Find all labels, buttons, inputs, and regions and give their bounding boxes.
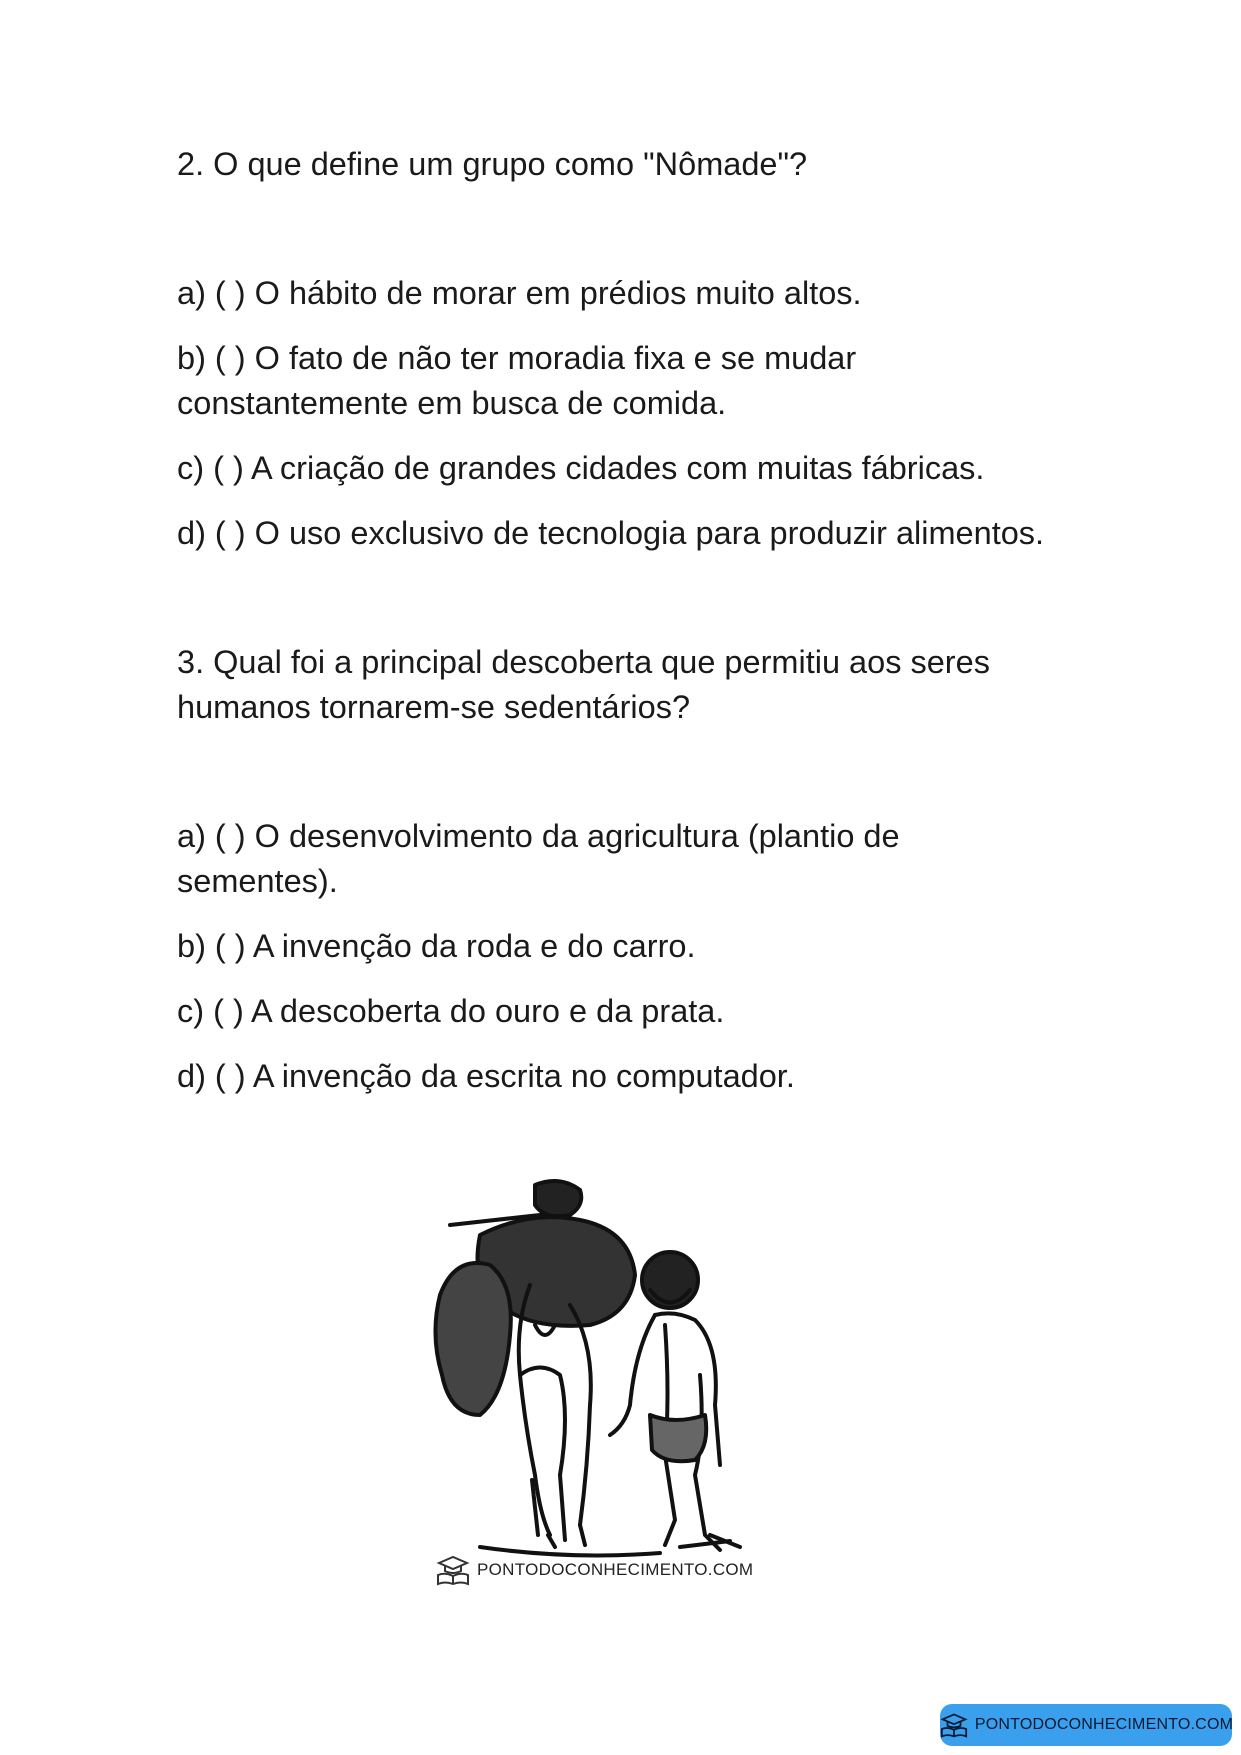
question-3-option-d: d) ( ) A invenção da escrita no computador. <box>177 1058 795 1094</box>
man-with-pack-donkey-illustration <box>420 1175 760 1570</box>
graduation-book-logo-icon <box>939 1712 969 1738</box>
illustration-credit <box>435 1550 753 1590</box>
question-2-option-c: c) ( ) A criação de grandes cidades com muitas fábricas. <box>177 450 985 486</box>
question-2-title: 2. O que define um grupo como "Nômade"? <box>177 146 808 182</box>
question-3-option-c: c) ( ) A descoberta do ouro e da prata. <box>177 993 725 1029</box>
footer-site-badge[interactable] <box>940 1704 1232 1746</box>
question-2-option-a: a) ( ) O hábito de morar em prédios muito altos. <box>177 275 862 311</box>
question-3-title: 3. Qual foi a principal descoberta que permitiu aos seres humanos tornarem-se sedentários? <box>177 644 990 725</box>
question-3-option-b: b) ( ) A invenção da roda e do carro. <box>177 928 696 964</box>
question-2-option-d: d) ( ) O uso exclusivo de tecnologia para produzir alimentos. <box>177 515 1045 551</box>
question-2-option-b: b) ( ) O fato de não ter moradia fixa e se mudar constantemente em busca de comida. <box>177 340 857 421</box>
worksheet-content <box>177 142 1057 1119</box>
footer-badge-text: PONTODOCONHECIMENTO.COM <box>974 1716 1234 1733</box>
graduation-book-logo-icon <box>435 1554 471 1586</box>
question-3-option-a: a) ( ) O desenvolvimento da agricultura (plantio de sementes). <box>177 818 900 899</box>
illustration-credit-text: PONTODOCONHECIMENTO.COM <box>477 1560 754 1579</box>
